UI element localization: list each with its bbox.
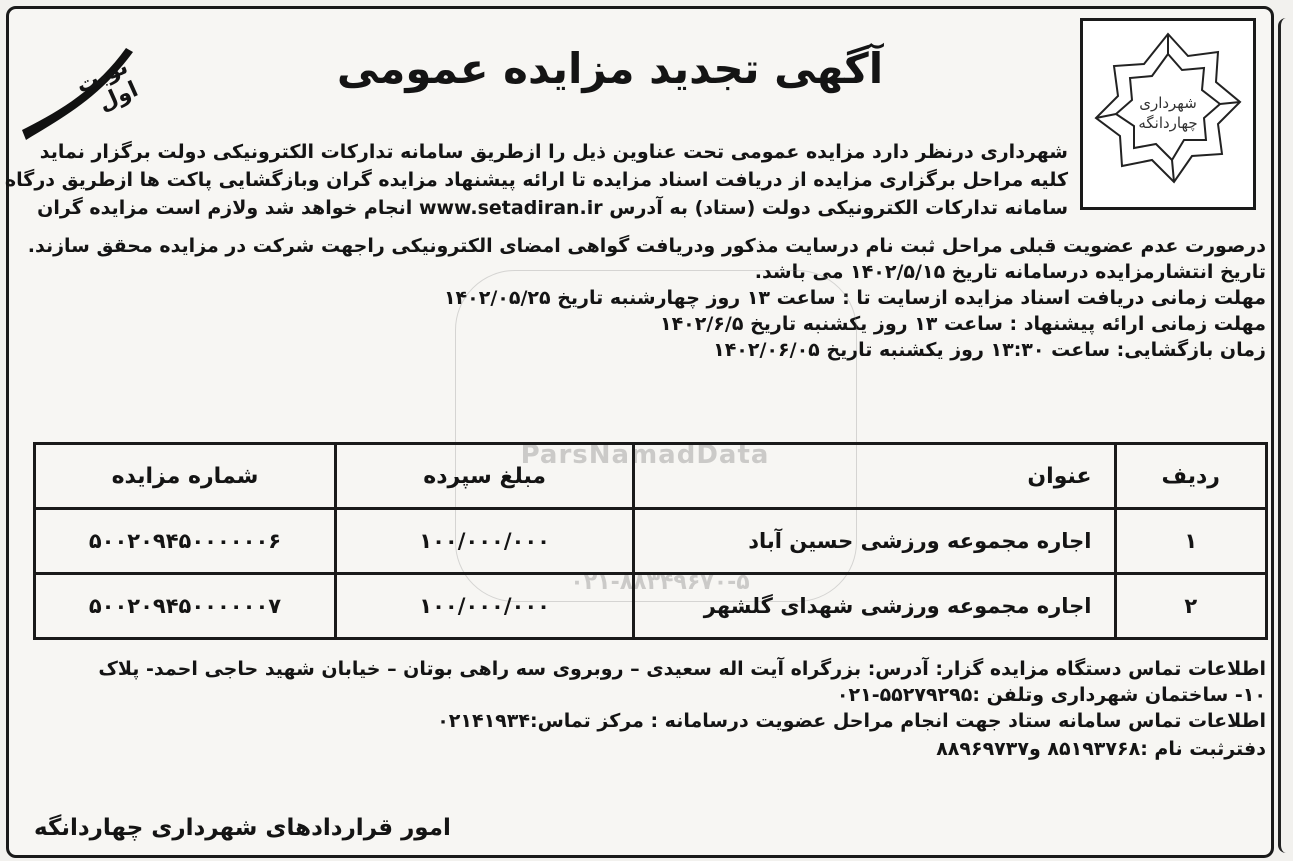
intro-line-3 bbox=[37, 194, 1068, 222]
municipality-logo bbox=[1080, 18, 1256, 210]
table-row bbox=[35, 574, 1267, 639]
table-row bbox=[35, 509, 1267, 574]
registration-office: دفترثبت نام :۸۵۱۹۳۷۶۸ و۸۸۹۶۹۷۳۷ bbox=[936, 738, 1266, 760]
contact-address: اطلاعات تماس دستگاه مزایده گزار: آدرس: بزرگراه آیت اله سعیدی – روبروی سه راهی بوتان – خیابان شهید حاجی احمد- پلاک bbox=[98, 658, 1266, 680]
row-number: ۱ bbox=[1115, 509, 1266, 574]
intro-line-3-post: انجام خواهد شد ولازم است مزایده گران bbox=[37, 197, 413, 219]
watermark-brand: ParsNamadData bbox=[520, 440, 770, 470]
row-auction-number: ۵۰۰۲۰۹۴۵۰۰۰۰۰۰۷ bbox=[35, 574, 336, 639]
intro-line-2: کلیه مراحل برگزاری مزایده از دریافت اسناد مزایده تا ارائه پیشنهاد مزایده گران وبازگشایی پاکت ها ازطریق درگاه bbox=[4, 169, 1068, 191]
table-header-row bbox=[35, 444, 1267, 509]
document-deadline: مهلت زمانی ارائه پیشنهاد : ساعت ۱۳ روز یکشنبه تاریخ ۱۴۰۲/۶/۵ bbox=[659, 313, 1266, 335]
header-title: عنوان bbox=[634, 444, 1115, 509]
header-row-number: ردیف bbox=[1115, 444, 1266, 509]
proposal-deadline: زمان بازگشایی: ساعت ۱۳:۳۰ روز یکشنبه تاریخ ۱۴۰۲/۰۶/۰۵ bbox=[713, 339, 1266, 361]
row-title: اجاره مجموعه ورزشی شهدای گلشهر bbox=[634, 574, 1115, 639]
first-publication-badge bbox=[18, 30, 142, 148]
header-auction-number: شماره مزایده bbox=[35, 444, 336, 509]
signature: امور قراردادهای شهرداری چهاردانگه bbox=[34, 815, 451, 841]
row-number: ۲ bbox=[1115, 574, 1266, 639]
intro-line-4: درصورت عدم عضویت قبلی مراحل ثبت نام درسایت مذکور ودریافت گواهی امضای الکترونیکی راجهت شرکت در مزایده محقق سازند. bbox=[27, 235, 1266, 257]
badge-label: نوبت اول bbox=[72, 54, 142, 117]
row-title: اجاره مجموعه ورزشی حسین آباد bbox=[634, 509, 1115, 574]
publication-date: مهلت زمانی دریافت اسناد مزایده ازسایت تا : ساعت ۱۳ روز چهارشنبه تاریخ ۱۴۰۲/۰۵/۲۵ bbox=[443, 287, 1266, 309]
row-auction-number: ۵۰۰۲۰۹۴۵۰۰۰۰۰۰۶ bbox=[35, 509, 336, 574]
logo-line-2: چهاردانگه bbox=[1138, 114, 1198, 132]
intro-line-5: تاریخ انتشارمزایده درسامانه تاریخ ۱۴۰۲/۵/۱۵ می باشد. bbox=[754, 261, 1266, 283]
intro-line-1: شهرداری درنظر دارد مزایده عمومی تحت عناوین ذیل را ازطریق سامانه تدارکات الکترونیکی دولت برگزار نماید bbox=[39, 141, 1068, 163]
logo-caption bbox=[1083, 93, 1253, 133]
row-deposit: ۱۰۰/۰۰۰/۰۰۰ bbox=[335, 509, 634, 574]
intro-line-3-pre: سامانه تدارکات الکترونیکی دولت (ستاد) به آدرس bbox=[609, 197, 1068, 219]
header-deposit: مبلغ سپرده bbox=[335, 444, 634, 509]
watermark-phone: ۰۲۱-۸۸۳۴۹۶۷۰-۵ bbox=[570, 570, 750, 595]
contact-phone: ۱۰- ساختمان شهرداری وتلفن :۵۵۲۷۹۲۹۵-۰۲۱ bbox=[836, 684, 1266, 706]
page-title: آگهی تجدید مزایده عمومی bbox=[336, 44, 884, 93]
setad-url-link[interactable]: www.setadiran.ir bbox=[418, 197, 603, 219]
auction-table bbox=[33, 442, 1268, 640]
row-deposit: ۱۰۰/۰۰۰/۰۰۰ bbox=[335, 574, 634, 639]
page-edge bbox=[1278, 18, 1291, 853]
logo-line-1: شهرداری bbox=[1139, 94, 1197, 112]
setad-contact: اطلاعات تماس سامانه ستاد جهت انجام مراحل عضویت درسامانه : مرکز تماس:۰۲۱۴۱۹۳۴ bbox=[437, 710, 1266, 732]
